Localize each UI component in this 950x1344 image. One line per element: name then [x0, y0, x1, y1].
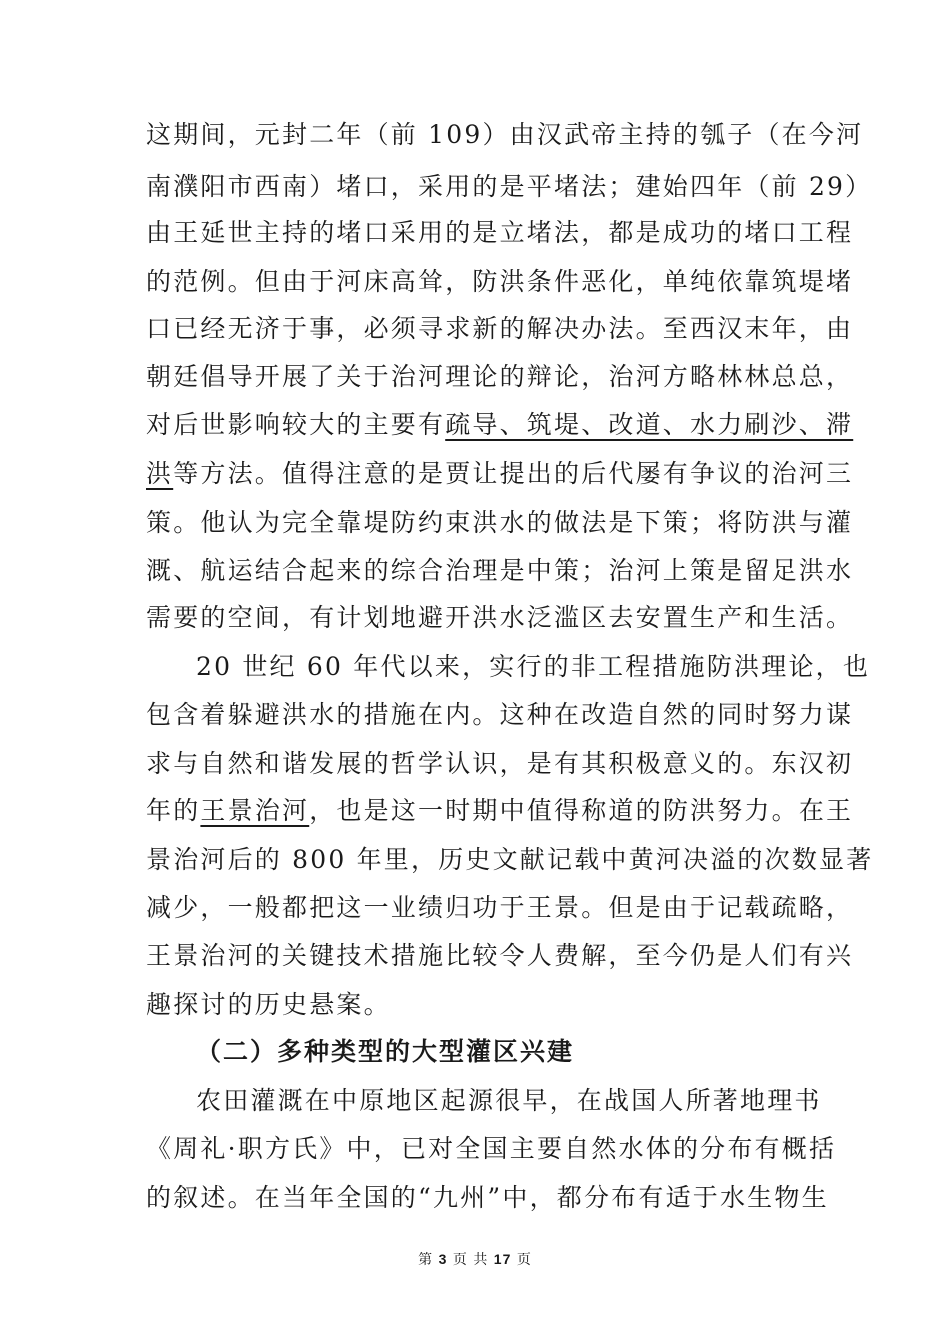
text-line: 策。他认为完全靠堤防约束洪水的做法是下策；将防洪与灌	[146, 508, 854, 537]
text-line	[146, 410, 854, 440]
text-line: 这期间，元封二年（前 109）由汉武帝主持的瓠子（在今河	[146, 120, 864, 149]
text-line: 的叙述。在当年全国的“九州”中，都分布有适于水生物生	[146, 1183, 829, 1212]
text-line: 王景治河的关键技术措施比较令人费解，至今仍是人们有兴	[146, 941, 854, 970]
text-line: 减少，一般都把这一业绩归功于王景。但是由于记载疏略，	[146, 893, 854, 922]
text-segment: 年的	[146, 796, 201, 825]
page-number: 3	[438, 1251, 448, 1267]
text-segment: 对后世影响较大的主要有	[146, 410, 446, 439]
text-line: 南濮阳市西南）堵口，采用的是平堵法；建始四年（前 29）	[146, 172, 873, 201]
underlined-term: 疏导、筑堤、改道、水力刷沙、滞	[445, 410, 854, 439]
underlined-term: 王景治河	[200, 796, 310, 825]
text-segment: 等方法。值得注意的是贾让提出的后代屡有争议的治河三	[173, 459, 854, 488]
text-line: 趣探讨的历史悬案。	[146, 990, 391, 1019]
text-line: 包含着躲避洪水的措施在内。这种在改造自然的同时努力谋	[146, 700, 854, 729]
text-segment: ，也是这一时期中值得称道的防洪努力。在王	[309, 796, 854, 825]
page-footer	[0, 1250, 950, 1269]
text-line: 《周礼·职方氏》中，已对全国主要自然水体的分布有概括	[146, 1134, 837, 1163]
footer-prefix: 第	[418, 1252, 434, 1268]
text-line: 溉、航运结合起来的综合治理是中策；治河上策是留足洪水	[146, 556, 854, 585]
footer-suffix: 页	[516, 1252, 532, 1268]
text-line: 由王延世主持的堵口采用的是立堵法，都是成功的堵口工程	[146, 218, 854, 247]
total-pages: 17	[493, 1251, 512, 1267]
text-line: 农田灌溉在中原地区起源很早，在战国人所著地理书	[196, 1086, 822, 1115]
text-line: 景治河后的 800 年里，历史文献记载中黄河决溢的次数显著	[146, 845, 874, 874]
text-line	[146, 459, 854, 489]
text-line: 求与自然和谐发展的哲学认识，是有其积极意义的。东汉初	[146, 749, 854, 778]
text-line: 的范例。但由于河床高耸，防洪条件恶化，单纯依靠筑堤堵	[146, 267, 854, 296]
underlined-term: 洪	[146, 459, 174, 488]
footer-middle: 页 共	[452, 1252, 489, 1268]
text-line: 20 世纪 60 年代以来，实行的非工程措施防洪理论，也	[196, 652, 871, 681]
text-line: 朝廷倡导开展了关于治河理论的辩论，治河方略林林总总，	[146, 362, 854, 391]
text-line: 需要的空间，有计划地避开洪水泛滥区去安置生产和生活。	[146, 603, 854, 632]
text-line: 口已经无济于事，必须寻求新的解决办法。至西汉末年，由	[146, 314, 854, 343]
section-heading: （二）多种类型的大型灌区兴建	[196, 1037, 575, 1066]
text-line	[146, 796, 854, 826]
